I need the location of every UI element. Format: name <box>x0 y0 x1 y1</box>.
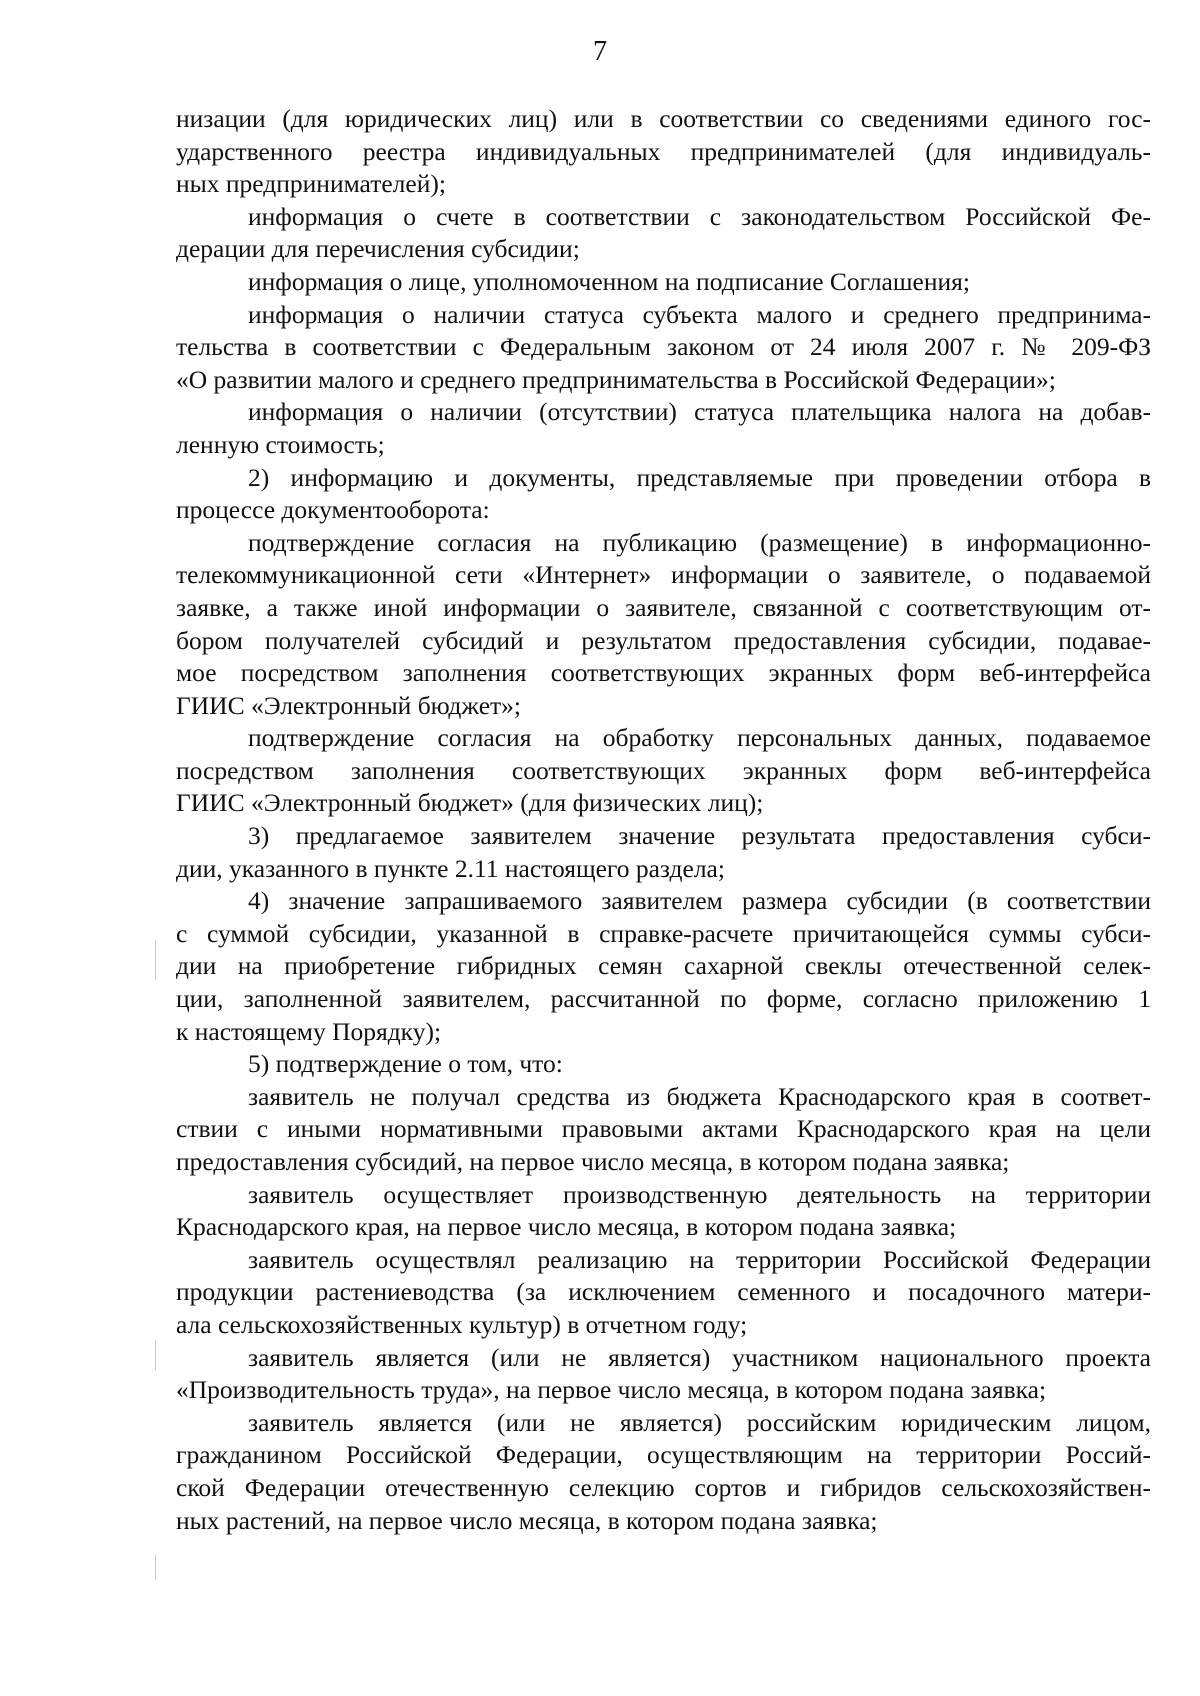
paragraph <box>176 396 1151 461</box>
text-line: информация о лице, уполномоченном на подписание Соглашения; <box>248 266 970 296</box>
text-line: заявитель не получал средства из бюджета Краснодарского края в соответ- <box>248 1081 1151 1111</box>
paragraph <box>176 1407 1151 1537</box>
text-line: ции, заполненной заявителем, рассчитанной по форме, согласно приложению 1 <box>176 984 1151 1014</box>
text-line: подтверждение согласия на обработку персональных данных, подаваемое <box>248 723 1151 753</box>
text-line: дерации для перечисления субсидии; <box>176 234 580 264</box>
paragraph <box>176 1179 1151 1244</box>
text-line: мое посредством заполнения соответствующих экранных форм веб-интерфейса <box>176 658 1151 688</box>
paragraph <box>176 462 1151 527</box>
text-line: 3) предлагаемое заявителем значение результата предоставления субси- <box>248 821 1151 851</box>
text-line: с суммой субсидии, указанной в справке-расчете причитающейся суммы субси- <box>176 918 1151 948</box>
paragraph <box>176 299 1151 397</box>
text-line: «Производительность труда», на первое число месяца, в котором подана заявка; <box>176 1375 1047 1405</box>
text-line: дии на приобретение гибридных семян сахарной свеклы отечественной селек- <box>176 951 1151 981</box>
paragraph <box>176 201 1151 266</box>
text-line: телекоммуникационной сети «Интернет» информации о заявителе, о подаваемой <box>176 560 1151 590</box>
text-line: ГИИС «Электронный бюджет»; <box>176 690 521 720</box>
text-line: заявке, а также иной информации о заявителе, связанной с соответствующим от- <box>176 592 1151 622</box>
text-line: ствии с иными нормативными правовыми актами Краснодарского края на цели <box>176 1114 1151 1144</box>
text-line: дии, указанного в пункте 2.11 настоящего раздела; <box>176 853 725 883</box>
text-line: заявитель осуществляет производственную деятельность на территории <box>248 1179 1151 1209</box>
paragraph <box>176 885 1151 1048</box>
text-line: предоставления субсидий, на первое число месяца, в котором подана заявка; <box>176 1147 1010 1176</box>
text-line: к настоящему Порядку); <box>176 1016 442 1046</box>
text-line: процессе документооборота: <box>176 495 490 525</box>
text-line: заявитель осуществлял реализацию на территории Российской Федерации <box>248 1244 1151 1274</box>
text-line: ных предпринимателей); <box>176 169 446 199</box>
paragraph <box>176 1048 1151 1081</box>
paragraph <box>176 820 1151 885</box>
paragraph <box>176 1081 1151 1179</box>
text-line: ленную стоимость; <box>176 429 385 459</box>
text-line: 2) информацию и документы, представляемые при проведении отбора в <box>248 462 1151 492</box>
text-line: 5) подтверждение о том, что: <box>248 1049 563 1079</box>
text-line: 4) значение запрашиваемого заявителем размера субсидии (в соответствии <box>248 886 1151 916</box>
paragraph <box>176 103 1151 201</box>
paragraph <box>176 527 1151 723</box>
document-body <box>176 103 1151 1537</box>
text-line: Краснодарского края, на первое число месяца, в котором подана заявка; <box>176 1212 957 1242</box>
scan-edge-mark <box>155 1340 156 1370</box>
text-line: ударственного реестра индивидуальных предпринимателей (для индивидуаль- <box>176 136 1151 166</box>
text-line: бором получателей субсидий и результатом предоставления субсидии, подавае- <box>176 625 1151 655</box>
text-line: ала сельскохозяйственных культур) в отчетном году; <box>176 1309 748 1339</box>
paragraph <box>176 266 1151 299</box>
text-line: посредством заполнения соответствующих экранных форм веб-интерфейса <box>176 755 1151 785</box>
text-line: ГИИС «Электронный бюджет» (для физических лиц); <box>176 788 764 818</box>
text-line: продукции растениеводства (за исключением семенного и посадочного матери- <box>176 1277 1151 1307</box>
text-line: ных растений, на первое число месяца, в котором подана заявка; <box>176 1505 878 1535</box>
text-line: ской Федерации отечественную селекцию сортов и гибридов сельскохозяйствен- <box>176 1472 1151 1502</box>
text-line: гражданином Российской Федерации, осуществляющим на территории Россий- <box>176 1440 1151 1470</box>
text-line: «О развитии малого и среднего предпринимательства в Российской Федерации»; <box>176 364 1056 394</box>
paragraph <box>176 1342 1151 1407</box>
text-line: информация о счете в соответствии с законодательством Российской Фе- <box>248 201 1151 231</box>
text-line: информация о наличии статуса субъекта малого и среднего предпринима- <box>248 299 1151 329</box>
text-line: низации (для юридических лиц) или в соответствии со сведениями единого гос- <box>176 104 1151 133</box>
text-line: информация о наличии (отсутствии) статуса плательщика налога на добав- <box>248 397 1151 427</box>
text-line: подтверждение согласия на публикацию (размещение) в информационно- <box>248 527 1151 557</box>
text-line: тельства в соответствии с Федеральным законом от 24 июля 2007 г. № 209-ФЗ <box>176 332 1151 362</box>
text-line: заявитель является (или не является) российским юридическим лицом, <box>248 1407 1151 1437</box>
page-number: 7 <box>593 36 607 67</box>
scan-edge-mark <box>155 940 156 980</box>
paragraph <box>176 722 1151 820</box>
paragraph <box>176 1244 1151 1342</box>
text-line: заявитель является (или не является) участником национального проекта <box>248 1342 1151 1372</box>
scan-edge-mark <box>155 1555 156 1580</box>
